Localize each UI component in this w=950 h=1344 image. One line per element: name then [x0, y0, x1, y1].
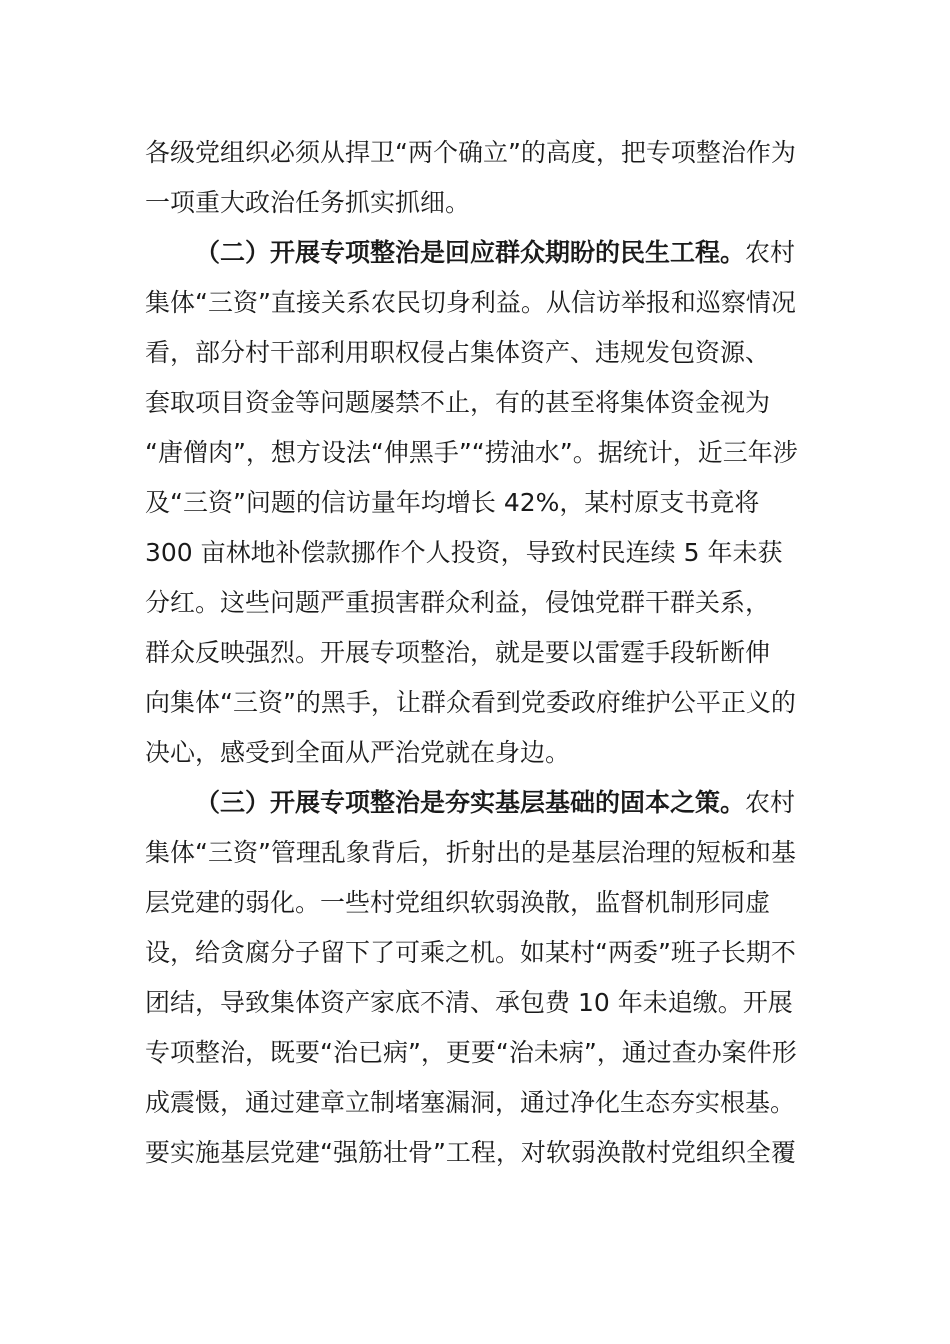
- text-line: 专项整治，既要“治已病”，更要“治未病”，通过查办案件形: [145, 1038, 797, 1067]
- paragraph-2: [145, 228, 805, 778]
- text-line: 群众反映强烈。开展专项整治，就是要以雷霆手段斩断伸: [145, 638, 771, 667]
- text-line: 300 亩林地补偿款挪作个人投资，导致村民连续 5 年未获: [145, 538, 783, 567]
- section-heading: （三）开展专项整治是夯实基层基础的固本之策。: [195, 788, 746, 817]
- text-line: 各级党组织必须从捍卫“两个确立”的高度，把专项整治作为: [145, 138, 796, 167]
- text-line: 设，给贪腐分子留下了可乘之机。如某村“两委”班子长期不: [145, 938, 796, 967]
- text-line: 一项重大政治任务抓实抓细。: [145, 188, 471, 217]
- text-line: 集体“三资”直接关系农民切身利益。从信访举报和巡察情况: [145, 288, 796, 317]
- text-line: 向集体“三资”的黑手，让群众看到党委政府维护公平正义的: [145, 688, 796, 717]
- text-line: “唐僧肉”，想方设法“伸黑手”“捞油水”。据统计，近三年涉: [145, 438, 798, 467]
- document-body: [145, 128, 805, 1178]
- text-line: 集体“三资”管理乱象背后，折射出的是基层治理的短板和基: [145, 838, 796, 867]
- text-line: 看，部分村干部利用职权侵占集体资产、违规发包资源、: [145, 338, 771, 367]
- text-run: 农村: [745, 788, 796, 817]
- text-run: 农村: [745, 238, 796, 267]
- text-line: 要实施基层党建“强筋壮骨”工程，对软弱涣散村党组织全覆: [145, 1138, 796, 1167]
- text-line: 团结，导致集体资产家底不清、承包费 10 年未追缴。开展: [145, 988, 793, 1017]
- paragraph-first-line: [145, 778, 805, 828]
- text-line: 套取项目资金等问题屡禁不止，有的甚至将集体资金视为: [145, 388, 771, 417]
- text-line: 成震慑，通过建章立制堵塞漏洞，通过净化生态夯实根基。: [145, 1088, 796, 1117]
- text-line: 决心，感受到全面从严治党就在身边。: [145, 738, 571, 767]
- text-line: 及“三资”问题的信访量年均增长 42%，某村原支书竟将: [145, 488, 760, 517]
- section-heading: （二）开展专项整治是回应群众期盼的民生工程。: [195, 238, 746, 267]
- text-line: 分红。这些问题严重损害群众利益，侵蚀党群干群关系，: [145, 588, 771, 617]
- paragraph-3: [145, 778, 805, 1178]
- paragraph-1: [145, 128, 805, 228]
- paragraph-first-line: [145, 228, 805, 278]
- text-line: 层党建的弱化。一些村党组织软弱涣散，监督机制形同虚: [145, 888, 771, 917]
